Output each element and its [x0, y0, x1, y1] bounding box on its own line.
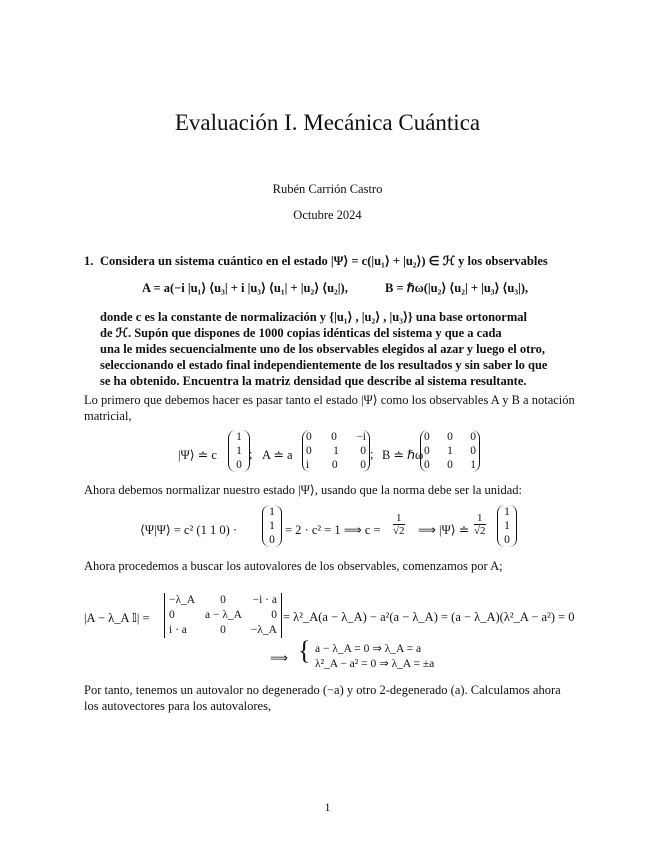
fraction-denominator: √2 — [393, 525, 405, 537]
norm-vec-3: 0 — [269, 534, 275, 546]
det-lhs: |A − λ_A 𝕀| = — [84, 611, 150, 625]
det-cell: −i · a — [252, 594, 277, 606]
problem-line1: Considera un sistema cuántico en el estado |Ψ⟩ = c(|u₁⟩ + |u₂⟩) ∈ ℋ y los observables — [100, 254, 548, 268]
separator-1: ; — [249, 447, 253, 461]
conclusion-line-2: los autovectores para los autovalores, — [84, 699, 272, 713]
normalize-text: Ahora debemos normalizar nuestro estado |Ψ⟩, usando que la norma debe ser la unidad: — [84, 483, 522, 497]
A-cell: −i — [356, 431, 366, 443]
problem-para-2: de ℋ. Supón que dispones de 1000 copias idénticas del sistema y que a cada — [100, 326, 502, 340]
psi-lhs: |Ψ⟩ ≐ c — [178, 448, 217, 462]
problem-para-1: donde c es la constante de normalización y {|u₁⟩ , |u₂⟩ , |u₃⟩} una base ortonormal — [100, 310, 527, 324]
det-implies: ⟹ — [270, 651, 288, 665]
psi-norm-vec-3: 0 — [504, 534, 510, 546]
psi-vector — [228, 430, 253, 472]
conclusion-line-1: Por tanto, tenemos un autovalor no degenerado (−a) y otro 2-degenerado (a). Calculamos ahora — [84, 683, 561, 697]
B-cell: 0 — [470, 445, 476, 457]
norm-vec-2: 1 — [269, 520, 275, 532]
B-cell: 0 — [447, 431, 453, 443]
intro-line-1: Lo primero que debemos hacer es pasar tanto el estado |Ψ⟩ como los observables A y B a notación — [84, 393, 575, 407]
observable-A: A = a(−i |u₁⟩ ⟨u₃| + i |u₃⟩ ⟨u₁| + |u₂⟩ ⟨u₂|), — [142, 281, 348, 295]
norm-vector — [262, 505, 282, 547]
det-cell: −λ_A — [250, 624, 277, 636]
A-cell: 0 — [360, 445, 366, 457]
date: Octubre 2024 — [293, 208, 362, 222]
det-rhs: = λ²_A(a − λ_A) − a²(a − λ_A) = (a − λ_A)(λ²_A − a²) = 0 — [283, 610, 575, 624]
B-cell: 0 — [424, 431, 430, 443]
A-cell: 0 — [306, 445, 312, 457]
det-matrix — [164, 593, 282, 638]
psi-vec-1: 1 — [236, 431, 242, 443]
A-cell: 1 — [333, 445, 339, 457]
det-cell: 0 — [220, 594, 226, 606]
psi-vec-2: 1 — [236, 445, 242, 457]
det-cell: 0 — [169, 609, 175, 621]
norm-vec-1: 1 — [269, 506, 275, 518]
B-cell: 0 — [470, 431, 476, 443]
B-cell: 0 — [424, 459, 430, 471]
B-cell: 0 — [424, 445, 430, 457]
psi-norm-vec-2: 1 — [504, 520, 510, 532]
author: Rubén Carrión Castro — [272, 182, 383, 196]
norm-fraction-2 — [474, 512, 486, 537]
A-lhs: A ≐ a — [262, 448, 293, 462]
B-cell: 1 — [447, 445, 453, 457]
page-title: Evaluación I. Mecánica Cuántica — [174, 110, 481, 135]
cases-brace: { — [298, 636, 311, 665]
norm-lhs: ⟨Ψ|Ψ⟩ = c² (1 1 0) · — [140, 523, 238, 537]
problem-para-3: una le mides secuencialmente uno de los observables elegidos al azar y luego el otro, — [100, 342, 546, 356]
problem-para-5: se ha obtenido. Encuentra la matriz densidad que describe al sistema resultante. — [100, 374, 527, 388]
eigen-text: Ahora procedemos a buscar los autovalores de los observables, comenzamos por A; — [84, 559, 503, 573]
det-cell: i · a — [169, 624, 187, 636]
problem-number: 1. — [84, 254, 94, 268]
A-cell: 0 — [331, 459, 338, 471]
psi-norm-vec-1: 1 — [504, 506, 510, 518]
A-cell: 0 — [360, 459, 366, 471]
A-matrix — [302, 430, 370, 472]
det-cell: a − λ_A — [205, 609, 242, 621]
A-cell: i — [306, 459, 310, 471]
case-1: a − λ_A = 0 ⇒ λ_A = a — [315, 643, 422, 655]
fraction-denominator: √2 — [474, 525, 486, 537]
det-cell: −λ_A — [169, 594, 196, 606]
normalized-psi-vector — [497, 505, 517, 547]
norm-fraction — [393, 512, 405, 537]
norm-mid: = 2 · c² = 1 ⟹ c = — [285, 523, 381, 537]
problem-para-4: seleccionando el estado final independientemente de los resultados y sin saber lo que — [100, 358, 548, 372]
fraction-numerator: 1 — [393, 512, 405, 525]
page-number: 1 — [324, 800, 331, 814]
observable-B: B = ℏω(|u₂⟩ ⟨u₂| + |u₃⟩ ⟨u₃|), — [385, 281, 529, 295]
A-cell: 0 — [331, 431, 337, 443]
A-cell: 0 — [306, 431, 312, 443]
separator-2: ; — [370, 447, 374, 461]
B-matrix — [420, 430, 480, 472]
case-2: λ²_A − a² = 0 ⇒ λ_A = ±a — [315, 658, 435, 670]
intro-line-2: matricial, — [84, 409, 132, 423]
norm-implies: ⟹ |Ψ⟩ ≐ — [418, 523, 470, 537]
det-cell: 0 — [271, 609, 277, 621]
B-cell: 0 — [447, 459, 453, 471]
det-cell: 0 — [220, 624, 226, 636]
psi-vec-3: 0 — [236, 459, 242, 471]
fraction-numerator: 1 — [474, 512, 486, 525]
B-lhs: B ≐ ℏω — [382, 448, 424, 462]
B-cell: 1 — [470, 459, 476, 471]
